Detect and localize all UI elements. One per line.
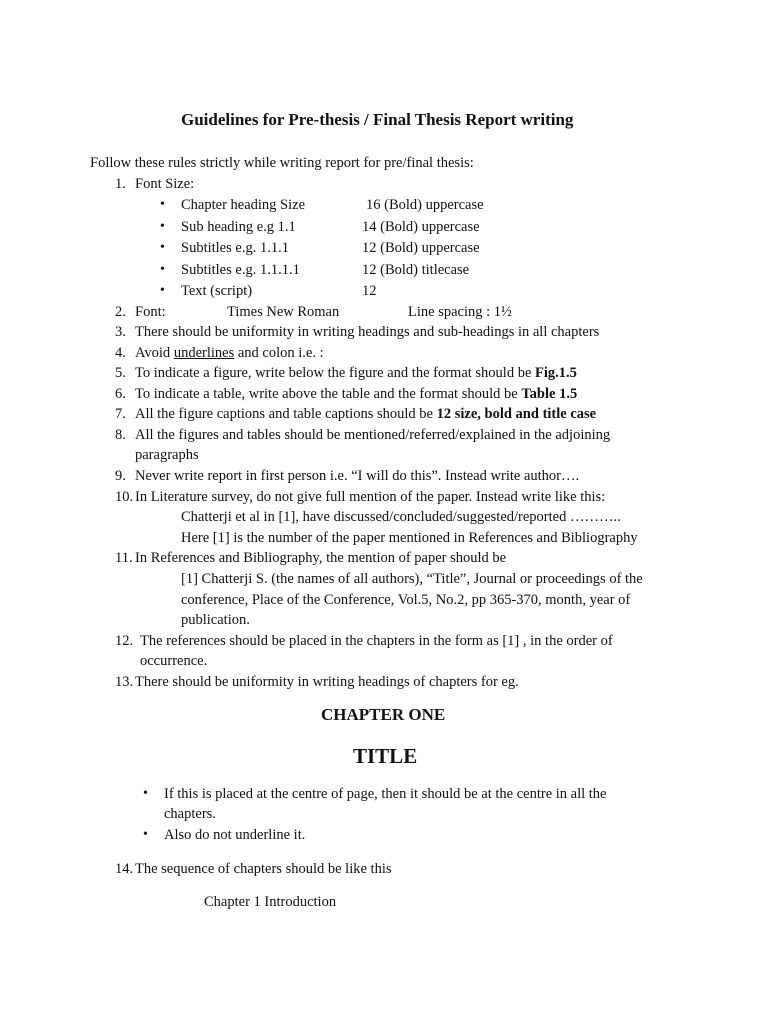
bullet-text: Also do not underline it. — [164, 827, 306, 843]
rule-text: In Literature survey, do not give full mention of the paper. Instead write like this: — [135, 489, 606, 505]
rule-number: 4. — [115, 345, 126, 361]
rule-text-plain: To indicate a figure, write below the figure and the format should be — [135, 365, 536, 381]
rule-text-bold: Table 1.5 — [521, 386, 578, 402]
rule-number: 10. — [115, 489, 134, 505]
example-citation: Chatterji et al in [1], have discussed/concluded/suggested/reported ……….. — [181, 509, 621, 525]
reference-example: [1] Chatterji S. (the names of all authors), “Title”, Journal or proceedings of the — [181, 571, 643, 587]
reference-example: conference, Place of the Conference, Vol.5, No.2, pp 365-370, month, year of — [181, 592, 631, 608]
font-size-item-value: 16 (Bold) uppercase — [366, 197, 484, 213]
font-size-item-value: 12 — [362, 283, 377, 299]
rule-text: The sequence of chapters should be like this — [135, 861, 392, 877]
line-spacing: Line spacing : 1½ — [408, 304, 512, 320]
font-size-item-name: Subtitles e.g. 1.1.1 — [181, 240, 289, 256]
rule-number: 12. — [115, 633, 134, 649]
bullet-dot: • — [160, 219, 165, 234]
font-size-item-value: 14 (Bold) uppercase — [362, 219, 480, 235]
font-label: Font: — [135, 304, 166, 320]
font-size-item-name: Subtitles e.g. 1.1.1.1 — [181, 262, 300, 278]
rule-text-continued: occurrence. — [140, 653, 208, 669]
rule-text: There should be uniformity in writing headings of chapters for eg. — [135, 674, 519, 690]
rule-text-bold: 12 size, bold and title case — [436, 406, 597, 422]
bullet-dot: • — [143, 827, 148, 842]
rule-text: There should be uniformity in writing headings and sub-headings in all chapters — [135, 324, 600, 340]
intro-text: Follow these rules strictly while writing report for pre/final thesis: — [90, 155, 474, 171]
example-chapter-heading: CHAPTER ONE — [321, 705, 446, 724]
rule-number: 3. — [115, 324, 126, 340]
bullet-dot: • — [160, 197, 165, 212]
rule-number: 9. — [115, 468, 126, 484]
bullet-dot: • — [160, 240, 165, 255]
rule-number: 5. — [115, 365, 126, 381]
font-size-label: Font Size: — [135, 176, 195, 192]
rule-text-plain: To indicate a table, write above the table and the format should be — [135, 386, 522, 402]
rule-number: 1. — [115, 176, 126, 192]
reference-example: publication. — [181, 612, 250, 628]
font-size-item-value: 12 (Bold) titlecase — [362, 262, 470, 278]
rule-number: 7. — [115, 406, 126, 422]
rule-text — [135, 385, 577, 403]
example-title-heading: TITLE — [353, 744, 418, 768]
font-size-item-name: Sub heading e.g 1.1 — [181, 219, 296, 235]
rule-number: 11. — [115, 550, 133, 566]
rule-text — [135, 344, 324, 362]
bullet-text-continued: chapters. — [164, 806, 216, 822]
example-citation-note: Here [1] is the number of the paper mentioned in References and Bibliography — [181, 530, 638, 546]
bullet-dot: • — [160, 283, 165, 298]
rule-number: 2. — [115, 304, 126, 320]
chapter-sequence-item: Chapter 1 Introduction — [204, 894, 337, 910]
bullet-dot: • — [160, 262, 165, 277]
rule-text: The references should be placed in the chapters in the form as [1] , in the order of — [140, 633, 613, 649]
rule-text: Never write report in first person i.e. “I will do this”. Instead write author…. — [135, 468, 580, 484]
rule-text: All the figures and tables should be mentioned/referred/explained in the adjoining — [135, 427, 611, 443]
rule-text — [135, 364, 577, 382]
rule-number: 6. — [115, 386, 126, 402]
document-title: Guidelines for Pre-thesis / Final Thesis Report writing — [181, 110, 574, 129]
rule-number: 8. — [115, 427, 126, 443]
rule-text-bold: Fig.1.5 — [535, 365, 577, 381]
rule-text-plain: All the figure captions and table captions should be — [135, 406, 437, 422]
bullet-dot: • — [143, 786, 148, 801]
font-size-item-value: 12 (Bold) uppercase — [362, 240, 480, 256]
font-size-item-name: Text (script) — [181, 283, 253, 299]
rule-text — [135, 405, 596, 423]
underlined-word: underlines — [173, 345, 235, 361]
rule-number: 14. — [115, 861, 134, 877]
rule-text-pre: Avoid — [135, 345, 174, 361]
bullet-text: If this is placed at the centre of page, then it should be at the centre in all the — [164, 786, 607, 802]
rule-text: In References and Bibliography, the mention of paper should be — [135, 550, 507, 566]
rule-text-post: and colon i.e. : — [234, 345, 324, 361]
rule-number: 13. — [115, 674, 134, 690]
font-size-item-name: Chapter heading Size — [181, 197, 306, 213]
font-value: Times New Roman — [227, 304, 340, 320]
rule-text-continued: paragraphs — [135, 447, 199, 463]
